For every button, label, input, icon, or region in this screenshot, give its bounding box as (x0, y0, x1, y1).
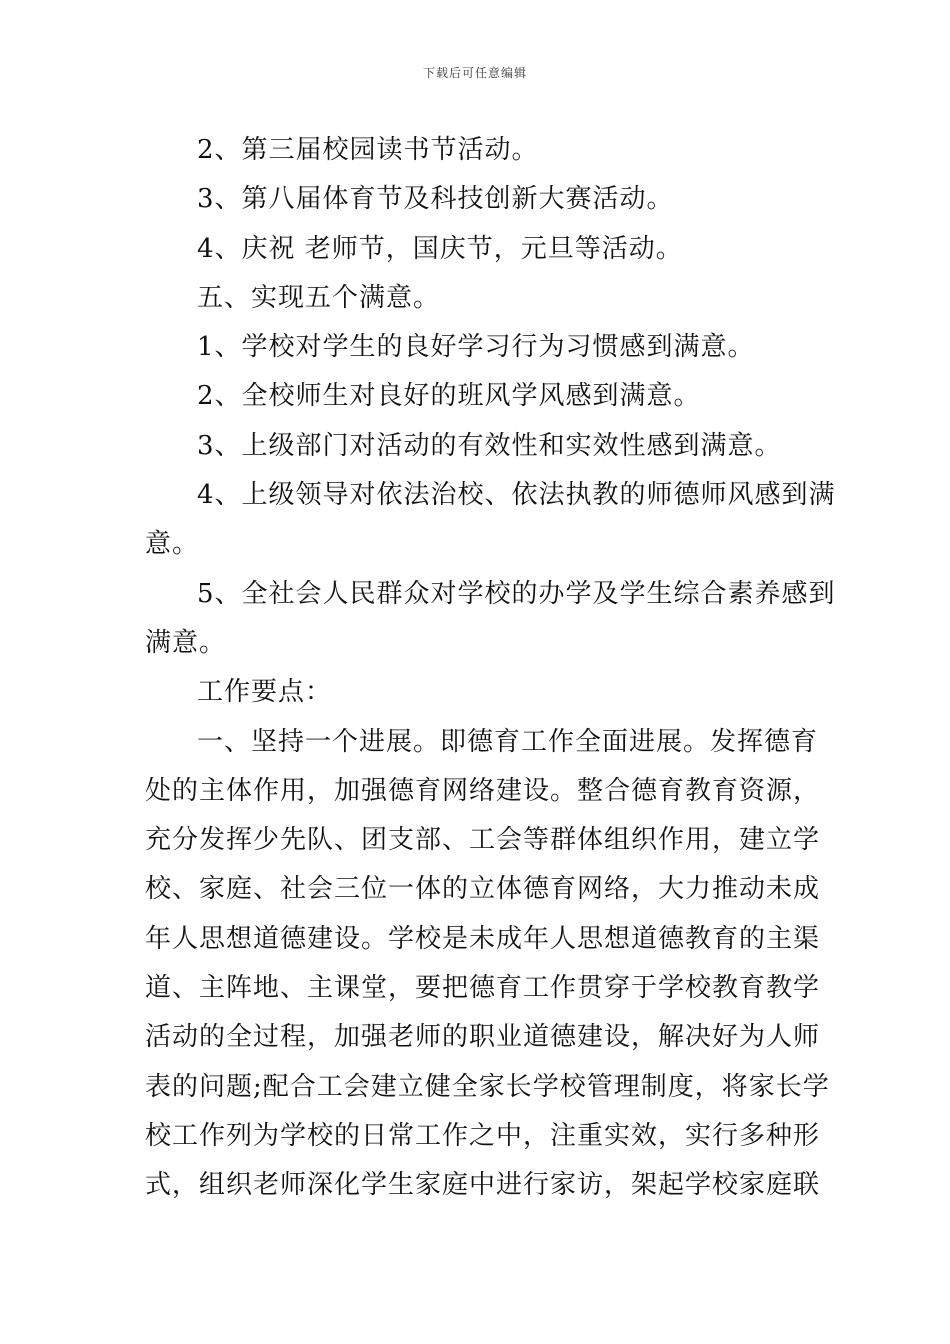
paragraph-line: 2、全校师生对良好的班风学风感到满意。 (197, 381, 701, 412)
paragraph-line: 式，组织老师深化学生家庭中进行家访，架起学校家庭联 (145, 1170, 821, 1201)
paragraph-line: 道、主阵地、主课堂，要把德育工作贯穿于学校教育教学 (145, 973, 821, 1004)
paragraph-line: 一、坚持一个进展。即德育工作全面进展。发挥德育 (197, 726, 819, 757)
paragraph-line: 校工作列为学校的日常工作之中，注重实效，实行多种形 (145, 1120, 821, 1151)
paragraph-line: 工作要点： (197, 677, 333, 708)
document-body (145, 126, 836, 1211)
paragraph-line: 意。 (145, 529, 200, 560)
paragraph-line: 5、全社会人民群众对学校的办学及学生综合素养感到 (197, 578, 836, 609)
paragraph-line: 充分发挥少先队、团支部、工会等群体组织作用，建立学 (145, 825, 821, 856)
paragraph-line: 3、第八届体育节及科技创新大赛活动。 (197, 184, 674, 215)
paragraph-line: 年人思想道德建设。学校是未成年人思想道德教育的主渠 (145, 923, 821, 954)
paragraph-line: 处的主体作用，加强德育网络建设。整合德育教育资源， (145, 775, 821, 806)
paragraph-line: 活动的全过程，加强老师的职业道德建设，解决好为人师 (145, 1022, 821, 1053)
paragraph-line: 4、庆祝 老师节，国庆节，元旦等活动。 (197, 233, 683, 264)
paragraph-line: 3、上级部门对活动的有效性和实效性感到满意。 (197, 430, 782, 461)
paragraph-line: 校、家庭、社会三位一体的立体德育网络，大力推动未成 (145, 874, 821, 905)
paragraph-line: 满意。 (145, 627, 227, 658)
paragraph-line: 1、学校对学生的良好学习行为习惯感到满意。 (197, 332, 755, 363)
paragraph-line: 表的问题;配合工会建立健全家长学校管理制度，将家长学 (145, 1071, 830, 1102)
paragraph-line: 五、实现五个满意。 (197, 282, 441, 313)
paragraph-line: 2、第三届校园读书节活动。 (197, 135, 539, 165)
paragraph-line: 4、上级领导对依法治校、依法执教的师德师风感到满 (197, 480, 836, 511)
page-header: 下载后可任意编辑 (422, 66, 527, 80)
